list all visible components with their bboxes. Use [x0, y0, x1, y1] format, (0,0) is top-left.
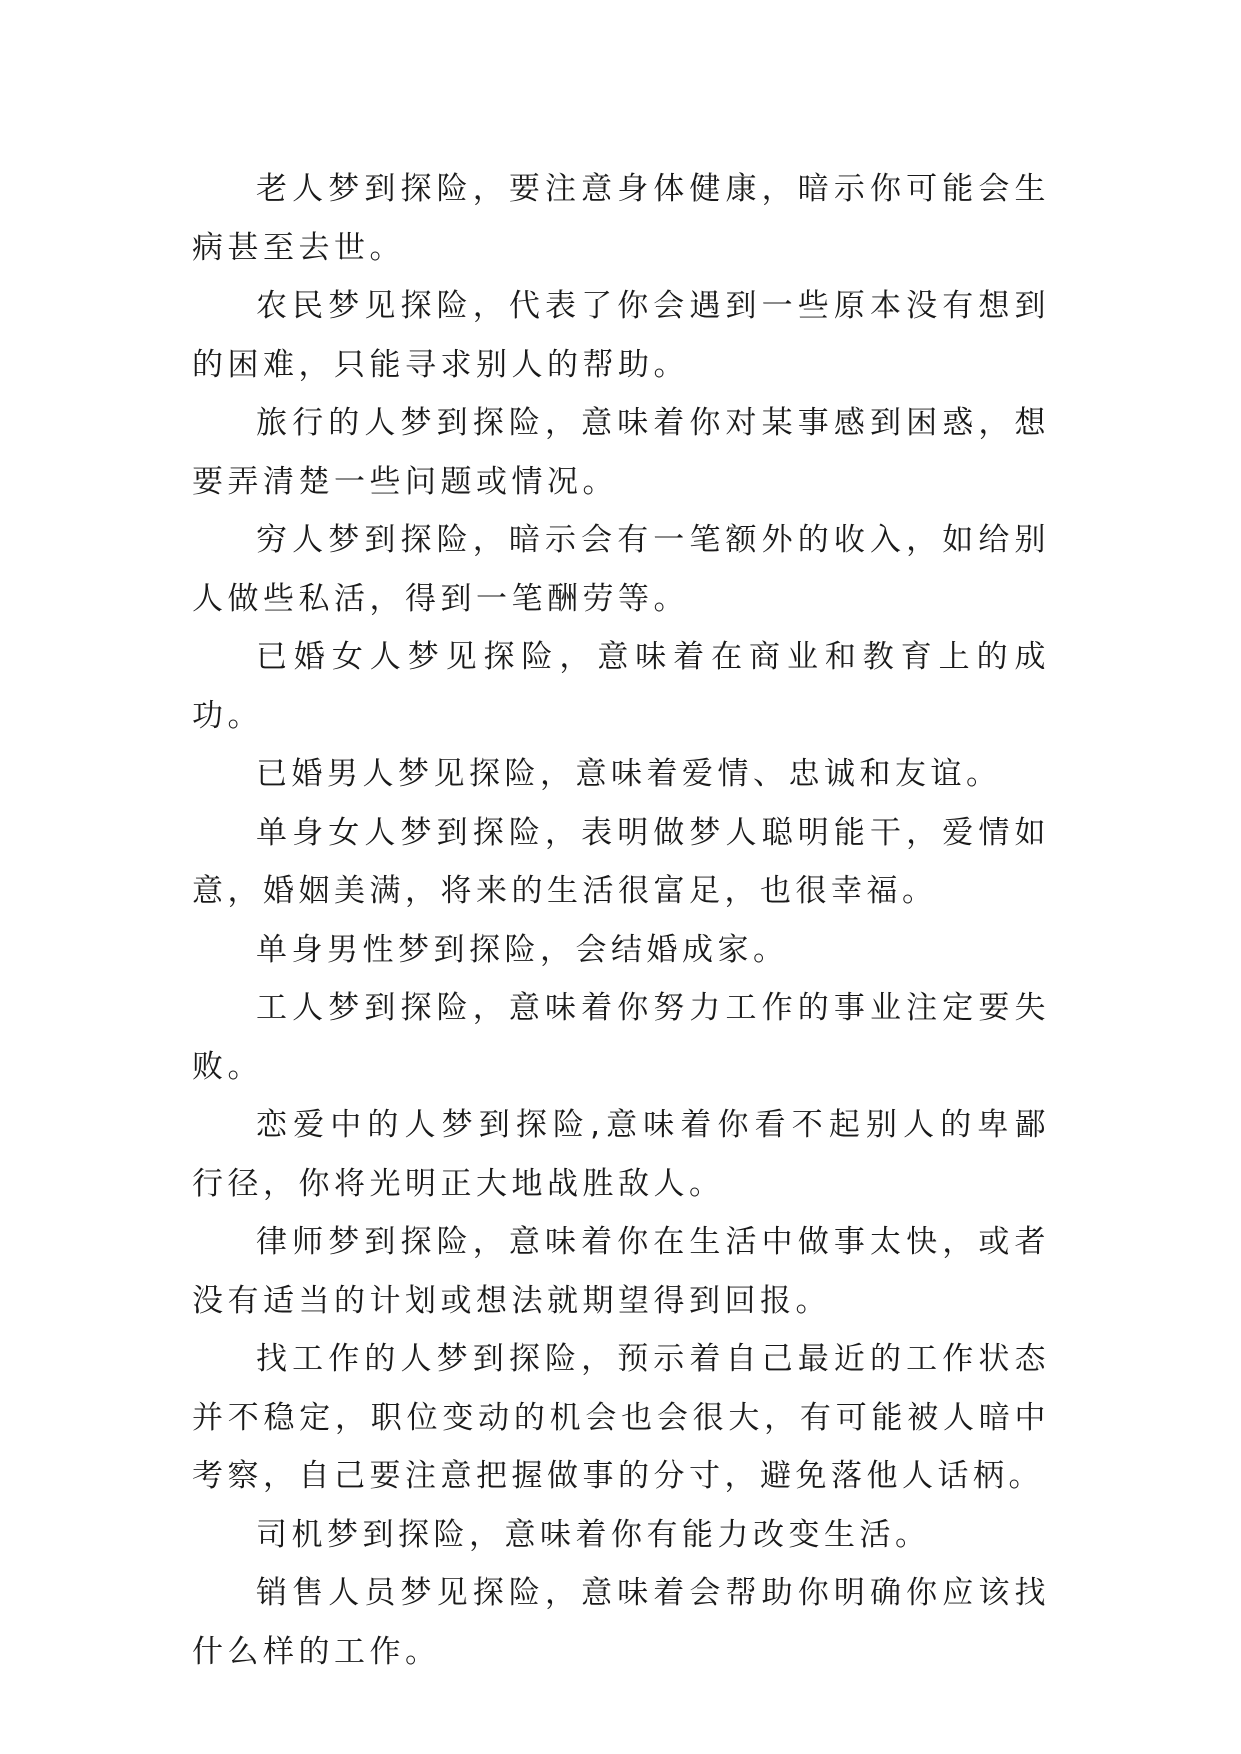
paragraph-salesperson: 销售人员梦见探险，意味着会帮助你明确你应该找什么样的工作。	[192, 1575, 1050, 1670]
paragraph-single-woman: 单身女人梦到探险，表明做梦人聪明能干，爱情如意，婚姻美满，将来的生活很富足，也很幸福。	[192, 814, 1050, 909]
paragraph-poor: 穷人梦到探险，暗示会有一笔额外的收入，如给别人做些私活，得到一笔酬劳等。	[192, 522, 1050, 617]
paragraph-worker: 工人梦到探险，意味着你努力工作的事业注定要失败。	[192, 990, 1050, 1085]
paragraph-farmer: 农民梦见探险，代表了你会遇到一些原本没有想到的困难，只能寻求别人的帮助。	[192, 288, 1050, 383]
paragraph-driver: 司机梦到探险，意味着你有能力改变生活。	[256, 1516, 931, 1553]
paragraph-traveler: 旅行的人梦到探险，意味着你对某事感到困惑，想要弄清楚一些问题或情况。	[192, 405, 1050, 500]
paragraph-job-seeker: 找工作的人梦到探险，预示着自己最近的工作状态并不稳定，职位变动的机会也会很大，有可能被人暗中考察，自己要注意把握做事的分寸，避免落他人话柄。	[192, 1341, 1050, 1494]
paragraph-in-love: 恋爱中的人梦到探险,意味着你看不起别人的卑鄙行径，你将光明正大地战胜敌人。	[192, 1107, 1050, 1202]
document-body	[192, 160, 1050, 1681]
paragraph-single-man: 单身男性梦到探险，会结婚成家。	[256, 931, 789, 968]
paragraph-married-woman: 已婚女人梦见探险，意味着在商业和教育上的成功。	[192, 639, 1050, 734]
paragraph-elderly: 老人梦到探险，要注意身体健康，暗示你可能会生病甚至去世。	[192, 171, 1050, 266]
paragraph-married-man: 已婚男人梦见探险，意味着爱情、忠诚和友谊。	[256, 756, 1002, 792]
paragraph-lawyer: 律师梦到探险，意味着你在生活中做事太快，或者没有适当的计划或想法就期望得到回报。	[192, 1224, 1050, 1319]
